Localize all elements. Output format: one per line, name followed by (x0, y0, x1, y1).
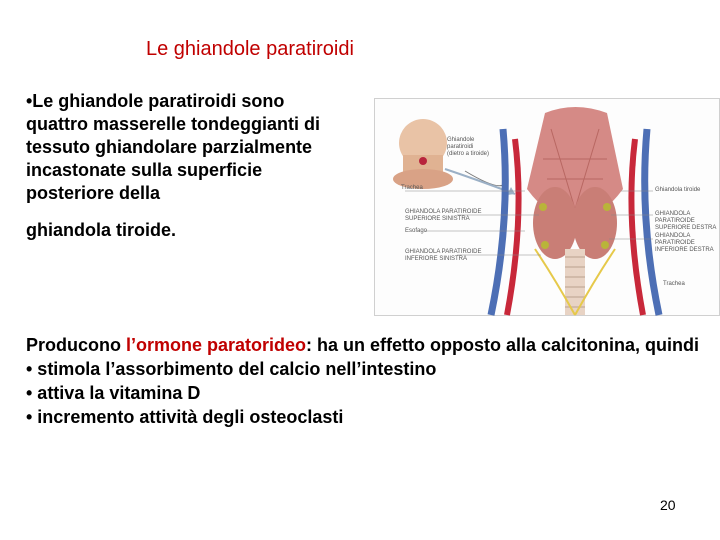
parathyroid-anatomy-figure (374, 98, 720, 316)
hormone-prefix: Producono (26, 335, 126, 355)
hormone-name: l’ormone paratorideo (126, 335, 307, 355)
hormone-description (26, 333, 710, 429)
bullet-item: • attiva la vitamina D (26, 383, 201, 403)
left-jugular-vein (491, 129, 505, 315)
bullet-item: • incremento attività degli osteoclasti (26, 407, 344, 427)
label-trachea-bottom: Trachea (663, 281, 685, 287)
parathyroid-superior-right (603, 203, 611, 211)
slide-title: Le ghiandole paratiroidi (146, 38, 354, 60)
inset-gland-marker (419, 157, 427, 165)
label-sup-left: GHIANDOLA PARATIROIDE SUPERIORE SINISTRA (405, 209, 482, 222)
right-carotid-artery (631, 139, 643, 315)
hormone-suffix: : ha un effetto opposto alla calcitonina, quindi (306, 335, 700, 355)
thyroid-right-lobe (573, 187, 617, 259)
label-thyroid: Ghiandola tiroide (655, 187, 701, 193)
label-sup-right: GHIANDOLA PARATIROIDE SUPERIORE DESTRA (655, 211, 717, 231)
parathyroid-inferior-right (601, 241, 609, 249)
parathyroid-inferior-left (541, 241, 549, 249)
left-carotid-artery (507, 139, 519, 315)
hormone-line (26, 333, 710, 357)
trachea (565, 249, 585, 315)
parathyroid-superior-left (539, 203, 547, 211)
intro-paragraph: •Le ghiandole paratiroidi sono quattro masserelle tondeggianti di tessuto ghiandolare parzialmente incastonate sulla superficie posteriore della (26, 91, 321, 203)
label-esophagus: Esofago (405, 228, 428, 234)
label-inf-left: GHIANDOLA PARATIROIDE INFERIORE SINISTRA (405, 249, 482, 262)
thyroid-left-lobe (533, 187, 577, 259)
bullet-item: • stimola l’assorbimento del calcio nell’intestino (26, 359, 437, 379)
page-number: 20 (660, 497, 676, 513)
label-inf-right: GHIANDOLA PARATIROIDE INFERIORE DESTRA (655, 233, 714, 253)
intro-last-line: ghiandola tiroide. (26, 220, 177, 240)
label-trachea-left: Trachea (401, 185, 423, 191)
label-inset-glands: Ghiandole paratiroidi (dietro a tiroide) (447, 137, 490, 157)
